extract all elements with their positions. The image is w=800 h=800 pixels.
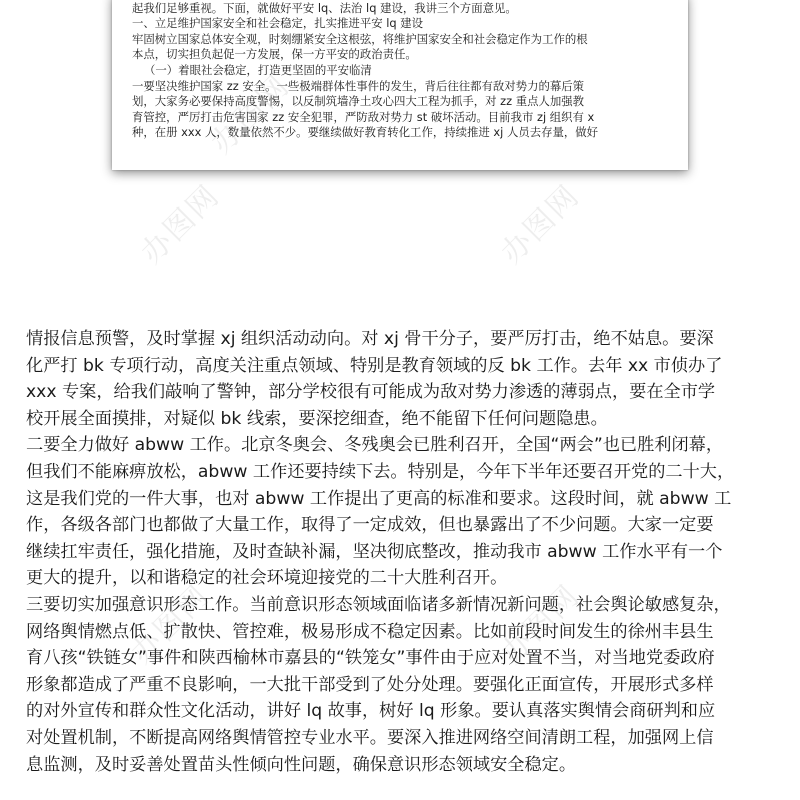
preview-line: 种，在册 xxx 人，数量依然不少。要继续做好教育转化工作，持续推进 xj 人员去存量，做好 — [132, 125, 599, 140]
preview-text-block — [132, 0, 672, 141]
body-line: 三要切实加强意识形态工作。当前意识形态领域面临诸多新情况新问题，社会舆论敏感复杂， — [26, 594, 731, 615]
body-line: xxx 专案，给我们敲响了警钟，部分学校很有可能成为敌对势力渗透的薄弱点，要在全市学 — [26, 382, 716, 403]
page-preview-card — [112, 0, 688, 170]
body-line: 育八孩“铁链女”事件和陕西榆林市嘉县的“铁笼女”事件由于应对处置不当，对当地党委政府 — [26, 648, 715, 669]
body-line: 但我们不能麻痹放松，abww 工作还要持续下去。特别是，今年下半年还要召开党的二十大， — [26, 461, 735, 482]
body-line: 对处置机制，不断提高网络舆情管控专业水平。要深入推进网络空间清朗工程，加强网上信 — [26, 727, 714, 748]
body-line: 作，各级各部门也都做了大量工作，取得了一定成效，但也暴露出了不少问题。大家一定要 — [26, 515, 714, 536]
body-line: 形象都造成了严重不良影响，一大批干部受到了处分处理。要强化正面宣传，开展形式多样 — [26, 674, 714, 695]
preview-heading: 一、立足维护国家安全和社会稳定，扎实推进平安 lq 建设 — [132, 16, 424, 31]
preview-line: 一要坚决维护国家 zz 安全。一些极端群体性事件的发生，背后往往都有敌对势力的幕后策 — [132, 78, 585, 93]
preview-line: 本点，切实担负起促一方发展，保一方平安的政治责任。 — [132, 47, 417, 62]
watermark-text: 办图网 — [494, 178, 587, 271]
watermark-text: 办图网 — [124, 578, 217, 671]
body-line: 校开展全面摸排，对疑似 bk 线索，要深挖细查，绝不能留下任何问题隐患。 — [26, 408, 608, 429]
body-line: 网络舆情燃点低、扩散快、管控难，极易形成不稳定因素。比如前段时间发生的徐州丰县生 — [26, 621, 714, 642]
preview-subheading: （一）着眼社会稳定，打造更坚固的平安临清 — [144, 62, 372, 77]
body-line: 情报信息预警，及时掌握 xj 组织活动动向。对 xj 骨干分子，要严厉打击，绝不姑息。要深 — [26, 329, 714, 349]
preview-line: 划，大家务必要保持高度警惕，以反制筑墙净土攻心四大工程为抓手，对 zz 重点人加强教 — [132, 94, 585, 109]
body-line: 化严打 bk 专项行动，高度关注重点领域、特别是教育领域的反 bk 工作。去年 xx 市侦办了 — [26, 355, 723, 376]
body-line: 更大的提升，以和谐稳定的社会环境迎接党的二十大胜利召开。 — [26, 568, 508, 589]
preview-line: 牢固树立国家总体安全观，时刻绷紧安全这根弦，将维护国家安全和社会稳定作为工作的根 — [132, 31, 588, 46]
body-text-block — [26, 326, 778, 778]
body-line: 继续扛牢责任，强化措施，及时查缺补漏，坚决彻底整改，推动我市 abww 工作水平有一个 — [26, 541, 723, 562]
watermark-text: 办图网 — [494, 578, 587, 671]
watermark-text: 办图网 — [134, 178, 227, 271]
body-line: 这是我们党的一件大事，也对 abww 工作提出了更高的标准和要求。这段时间，就 abww 工 — [26, 488, 732, 509]
body-line: 息监测，及时妥善处置苗头性倾向性问题，确保意识形态领域安全稳定。 — [26, 754, 577, 775]
preview-line: 起我们足够重视。下面，就做好平安 lq、法治 lq 建设，我讲三个方面意见。 — [132, 0, 517, 15]
body-line: 的对外宣传和群众性文化活动，讲好 lq 故事，树好 lq 形象。要认真落实舆情会商研判和应 — [26, 701, 716, 722]
preview-line: 育管控，严厉打击危害国家 zz 安全犯罪，严防敌对势力 st 破坏活动。目前我市 zj 组织有 x — [132, 109, 595, 124]
body-line: 二要全力做好 abww 工作。北京冬奥会、冬残奥会已胜利召开，全国“两会”也已胜利闭幕， — [26, 435, 724, 456]
